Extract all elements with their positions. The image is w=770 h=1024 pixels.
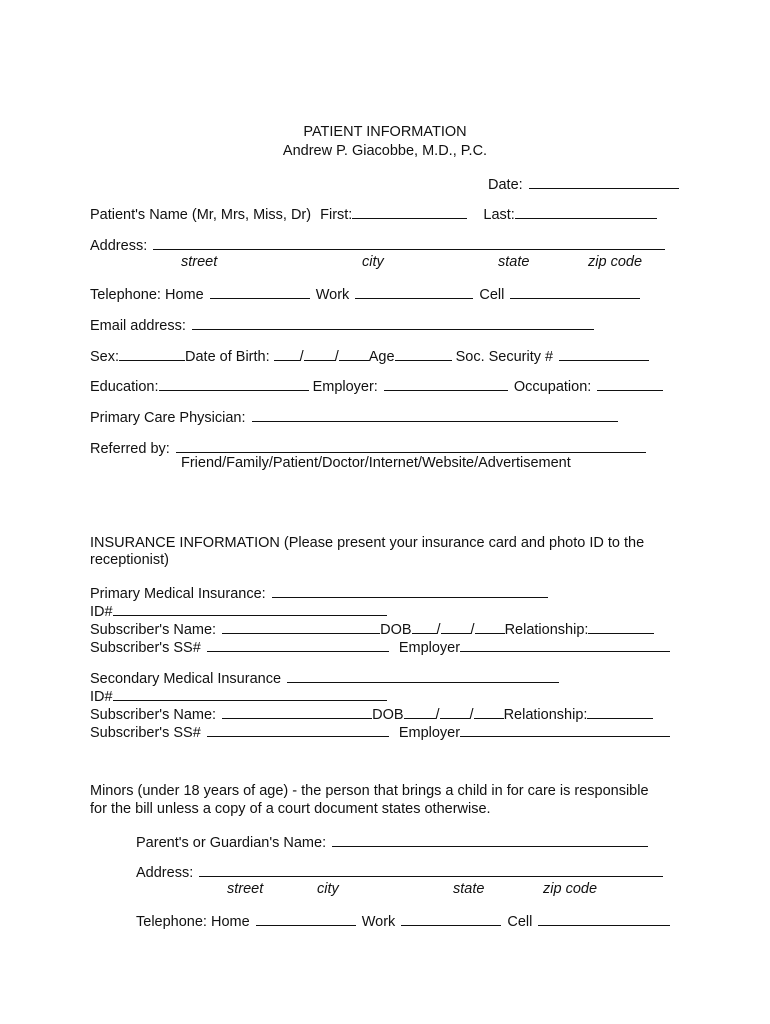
guardian-telephone-work-field[interactable] (401, 911, 501, 926)
secondary-dob-slash-1: / (435, 707, 440, 723)
primary-subscriber-row (90, 619, 654, 639)
date-field[interactable] (529, 174, 679, 189)
telephone-cell-field[interactable] (510, 284, 640, 299)
guardian-name-row (136, 832, 650, 852)
occupation-field[interactable] (597, 376, 663, 391)
secondary-ss-label: Subscriber's SS# (90, 725, 201, 741)
last-name-label: Last: (483, 207, 515, 223)
primary-dob-slash-2: / (470, 622, 475, 638)
minors-notice: Minors (under 18 years of age) - the person that brings a child in for care is responsible (90, 783, 649, 799)
secondary-dob-day-field[interactable] (440, 704, 470, 719)
primary-relationship-label: Relationship: (504, 622, 589, 638)
demographics-row (90, 346, 651, 366)
secondary-dob-label: DOB (372, 707, 404, 723)
employer-field[interactable] (384, 376, 508, 391)
primary-dob-label: DOB (380, 622, 412, 638)
guardian-address-field[interactable] (199, 862, 663, 877)
ssn-label: Soc. Security # (455, 349, 554, 365)
address-city-hint: city (362, 254, 384, 270)
primary-dob-day-field[interactable] (441, 619, 471, 634)
secondary-dob-month-field[interactable] (404, 704, 436, 719)
secondary-id-label: ID# (90, 689, 113, 705)
secondary-dob-year-field[interactable] (474, 704, 504, 719)
education-field[interactable] (159, 376, 309, 391)
secondary-relationship-label: Relationship: (503, 707, 588, 723)
dob-year-field[interactable] (339, 346, 369, 361)
address-field[interactable] (153, 235, 665, 250)
email-row (90, 315, 596, 335)
primary-dob-slash-1: / (436, 622, 441, 638)
secondary-id-row (90, 686, 387, 706)
sex-field[interactable] (119, 346, 185, 361)
secondary-insurance-label: Secondary Medical Insurance (90, 671, 282, 687)
address-label: Address: (90, 238, 148, 254)
dob-day-field[interactable] (304, 346, 335, 361)
primary-id-row (90, 601, 387, 621)
primary-subscriber-name-label: Subscriber's Name: (90, 622, 217, 638)
guardian-name-field[interactable] (332, 832, 648, 847)
primary-dob-month-field[interactable] (412, 619, 437, 634)
primary-relationship-field[interactable] (588, 619, 654, 634)
primary-id-label: ID# (90, 604, 113, 620)
address-row (90, 235, 667, 255)
guardian-telephone-cell-field[interactable] (538, 911, 670, 926)
guardian-zip-hint: zip code (543, 881, 598, 897)
secondary-subscriber-name-label: Subscriber's Name: (90, 707, 217, 723)
guardian-address-row (136, 862, 665, 882)
guardian-telephone-row (136, 911, 672, 931)
dob-label: Date of Birth: (185, 349, 270, 365)
primary-insurance-field[interactable] (272, 583, 548, 598)
secondary-employer-field[interactable] (460, 722, 670, 737)
dob-month-field[interactable] (274, 346, 300, 361)
guardian-telephone-home-field[interactable] (256, 911, 356, 926)
dob-slash-2: / (334, 349, 339, 365)
pcp-label: Primary Care Physician: (90, 410, 246, 426)
secondary-employer-label: Employer (398, 725, 461, 741)
telephone-cell-label: Cell (479, 287, 505, 303)
primary-id-field[interactable] (113, 601, 387, 616)
referred-label: Referred by: (90, 441, 170, 457)
practice-name: Andrew P. Giacobbe, M.D., P.C. (282, 143, 488, 159)
first-name-label: First: (320, 207, 353, 223)
secondary-id-field[interactable] (113, 686, 387, 701)
guardian-address-label: Address: (136, 865, 194, 881)
patient-name-label: Patient's Name (Mr, Mrs, Miss, Dr) (90, 207, 312, 223)
guardian-name-label: Parent's or Guardian's Name: (136, 835, 327, 851)
ssn-field[interactable] (559, 346, 649, 361)
guardian-state-hint: state (453, 881, 485, 897)
secondary-ss-row (90, 722, 670, 742)
secondary-dob-slash-2: / (469, 707, 474, 723)
telephone-home-label: Telephone: Home (90, 287, 204, 303)
education-label: Education: (90, 379, 159, 395)
occupation-label: Occupation: (513, 379, 592, 395)
secondary-insurance-row (90, 668, 561, 688)
secondary-relationship-field[interactable] (587, 704, 653, 719)
secondary-insurance-field[interactable] (287, 668, 559, 683)
primary-ss-row (90, 637, 670, 657)
insurance-heading-cont: receptionist) (90, 552, 169, 568)
primary-employer-label: Employer (398, 640, 461, 656)
employer-label: Employer: (312, 379, 378, 395)
education-row (90, 376, 665, 396)
guardian-telephone-work-label: Work (361, 914, 396, 930)
patient-name-row (90, 204, 659, 224)
primary-ss-label: Subscriber's SS# (90, 640, 201, 656)
address-street-hint: street (181, 254, 218, 270)
guardian-telephone-home-label: Telephone: Home (136, 914, 250, 930)
primary-insurance-label: Primary Medical Insurance: (90, 586, 266, 602)
date-label: Date: (488, 177, 523, 193)
sex-label: Sex: (90, 349, 120, 365)
telephone-row (90, 284, 642, 304)
primary-employer-field[interactable] (460, 637, 670, 652)
secondary-subscriber-name-field[interactable] (222, 704, 372, 719)
telephone-home-field[interactable] (210, 284, 310, 299)
telephone-work-label: Work (315, 287, 350, 303)
secondary-ss-field[interactable] (207, 722, 389, 737)
address-state-hint: state (498, 254, 530, 270)
secondary-subscriber-row (90, 704, 653, 724)
pcp-field[interactable] (252, 407, 618, 422)
guardian-city-hint: city (317, 881, 339, 897)
first-name-field[interactable] (352, 204, 467, 219)
primary-dob-year-field[interactable] (475, 619, 505, 634)
date-row (488, 174, 681, 194)
insurance-heading: INSURANCE INFORMATION (Please present your insurance card and photo ID to the (90, 535, 645, 551)
last-name-field[interactable] (515, 204, 657, 219)
dob-slash-1: / (299, 349, 304, 365)
primary-ss-field[interactable] (207, 637, 389, 652)
referred-options: Friend/Family/Patient/Doctor/Internet/Website/Advertisement (181, 455, 571, 471)
address-zip-hint: zip code (588, 254, 643, 270)
pcp-row (90, 407, 620, 427)
telephone-work-field[interactable] (355, 284, 473, 299)
guardian-street-hint: street (227, 881, 264, 897)
primary-insurance-row (90, 583, 550, 603)
email-field[interactable] (192, 315, 594, 330)
email-label: Email address: (90, 318, 186, 334)
primary-subscriber-name-field[interactable] (222, 619, 380, 634)
age-field[interactable] (395, 346, 452, 361)
guardian-telephone-cell-label: Cell (507, 914, 533, 930)
referred-field[interactable] (176, 438, 646, 453)
age-label: Age (368, 349, 395, 365)
minors-notice-cont: for the bill unless a copy of a court document states otherwise. (90, 801, 491, 817)
form-title: PATIENT INFORMATION (303, 124, 467, 140)
